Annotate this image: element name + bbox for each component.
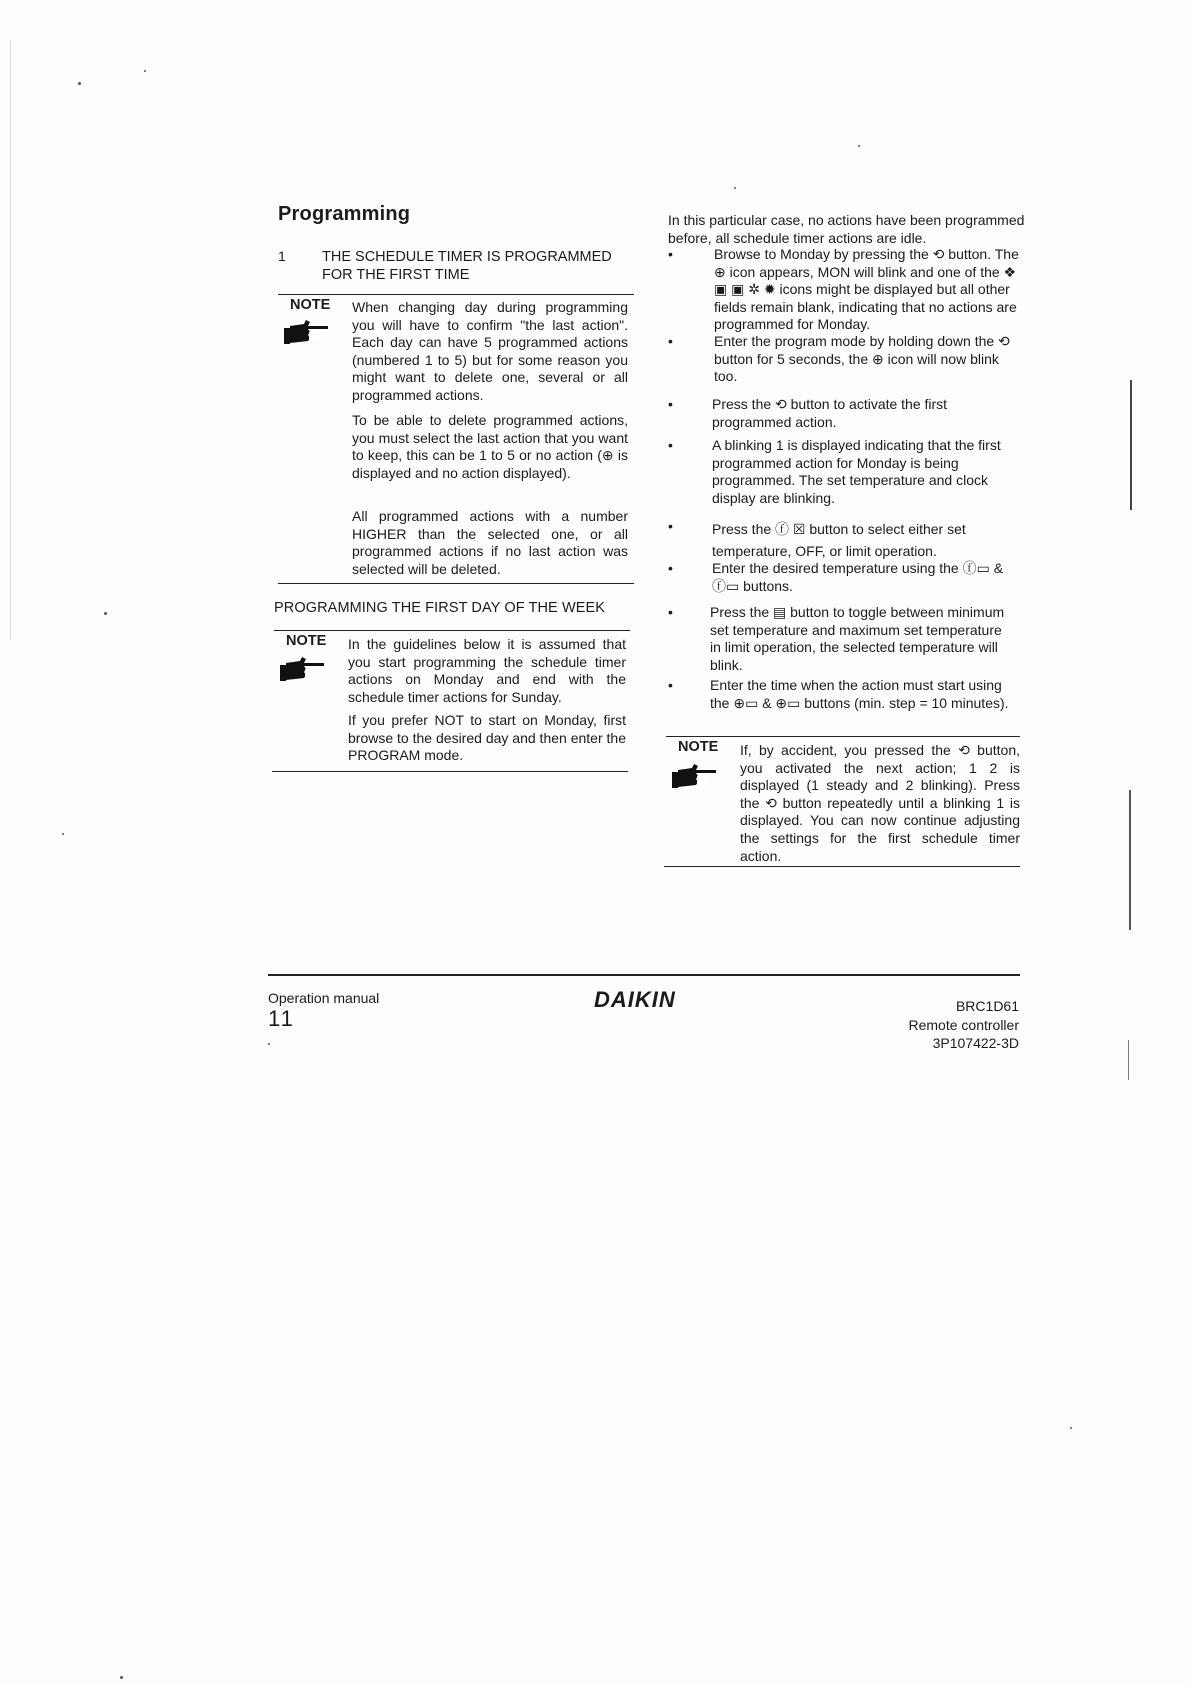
scan-speck xyxy=(78,82,81,85)
section-title: Programming xyxy=(278,203,411,225)
heading-number: 1 xyxy=(278,248,286,264)
bullet-marker: • xyxy=(668,437,673,453)
divider xyxy=(274,630,630,631)
product-name: Remote controller xyxy=(908,1016,1019,1033)
scan-speck xyxy=(1070,1427,1072,1429)
bullet-marker: • xyxy=(668,246,673,262)
bullet-marker: • xyxy=(668,396,673,412)
bullet-item: Press the ▤ button to toggle between minimum set temperature and maximum set temperature in limit operation, the selected temperature will blink. xyxy=(710,604,1005,673)
scan-edge-line xyxy=(1128,1040,1129,1080)
note-paragraph: In the guidelines below it is assumed that you start programming the schedule timer actions on Monday and end with the schedule timer actions for Sunday. xyxy=(348,636,626,705)
brand-logo: DAIKIN xyxy=(594,987,676,1012)
subheading: PROGRAMMING THE FIRST DAY OF THE WEEK xyxy=(274,600,606,616)
bullet-marker: • xyxy=(668,677,673,693)
note-label: NOTE xyxy=(678,739,719,755)
bullet-marker: • xyxy=(668,333,673,349)
divider xyxy=(272,771,628,772)
pointing-hand-icon xyxy=(672,762,718,792)
note-paragraph: All programmed actions with a number HIGHER than the selected one, or all programmed actions if no last action was selected will be deleted. xyxy=(352,508,628,577)
bullet-marker: • xyxy=(668,604,673,620)
note-paragraph: If you prefer NOT to start on Monday, first browse to the desired day and then enter the PROGRAM mode. xyxy=(348,712,626,764)
bullet-item: A blinking 1 is displayed indicating that the first programmed action for Monday is being programmed. The set temperature and clock display are blinking. xyxy=(712,437,1001,506)
scan-speck xyxy=(734,187,736,189)
note-label: NOTE xyxy=(290,297,331,313)
bullet-marker: • xyxy=(668,518,673,534)
intro-paragraph: In this particular case, no actions have been programmed before, all schedule timer actions are idle. xyxy=(668,212,1025,246)
divider xyxy=(278,583,634,584)
divider xyxy=(278,294,634,295)
scan-speck xyxy=(144,70,146,72)
heading-text: THE SCHEDULE TIMER IS PROGRAMMED FOR THE FIRST TIME xyxy=(322,249,612,283)
scan-edge-line xyxy=(1129,790,1131,930)
bullet-item: Press the ⟲ button to activate the first programmed action. xyxy=(712,396,948,430)
bullet-item: Enter the desired temperature using the ⓕ▭ & ⓕ▭ buttons. xyxy=(712,560,1004,594)
scan-speck xyxy=(268,1043,270,1045)
bullet-item: Enter the time when the action must start using the ⊕▭ & ⊕▭ buttons (min. step = 10 minutes). xyxy=(710,677,1009,711)
bullet-item: Enter the program mode by holding down the ⟲ button for 5 seconds, the ⊕ icon will now blink too. xyxy=(714,333,1010,385)
scan-edge-line xyxy=(10,40,11,640)
bullet-item: Browse to Monday by pressing the ⟲ button. The ⊕ icon appears, MON will blink and one of the ❖ ▣ ▣ ✲ ✹ icons might be displayed but all other fields remain blank, indicating that no actions are programmed for Monday. xyxy=(714,246,1019,333)
footer-divider xyxy=(268,974,1020,976)
page-number: 11 xyxy=(268,1006,295,1031)
divider xyxy=(666,736,1020,737)
pointing-hand-icon xyxy=(280,655,326,685)
pointing-hand-icon xyxy=(284,318,330,348)
scan-speck xyxy=(62,833,64,835)
scan-edge-line xyxy=(1130,380,1132,510)
footer-manual-label: Operation manual xyxy=(268,990,380,1006)
scan-speck xyxy=(858,145,860,147)
bullet-item: Press the ⓕ ☒ button to select either set temperature, OFF, or limit operation. xyxy=(712,521,966,559)
note-paragraph: If, by accident, you pressed the ⟲ button, you activated the next action; 1 2 is displayed (1 steady and 2 blinking). Press the ⟲ button repeatedly until a blinking 1 is displayed. You can now continue adjusting the settings for the first schedule timer action. xyxy=(740,742,1020,864)
bullet-marker: • xyxy=(668,560,673,576)
model-number: BRC1D61 xyxy=(955,998,1019,1014)
note-label: NOTE xyxy=(286,633,327,649)
scan-speck xyxy=(120,1676,123,1679)
note-paragraph: When changing day during programming you will have to confirm "the last action". Each day can have 5 programmed actions (numbered 1 to 5) but for some reason you might want to delete one, several or all programmed actions. xyxy=(352,299,628,403)
scan-speck xyxy=(104,612,107,615)
note-paragraph: To be able to delete programmed actions, you must select the last action that you want to keep, this can be 1 to 5 or no action (⊕ is displayed and no action displayed). xyxy=(352,412,628,481)
footer-product-info xyxy=(819,997,1019,1053)
document-code: 3P107422-3D xyxy=(932,1035,1019,1051)
divider xyxy=(664,866,1020,867)
